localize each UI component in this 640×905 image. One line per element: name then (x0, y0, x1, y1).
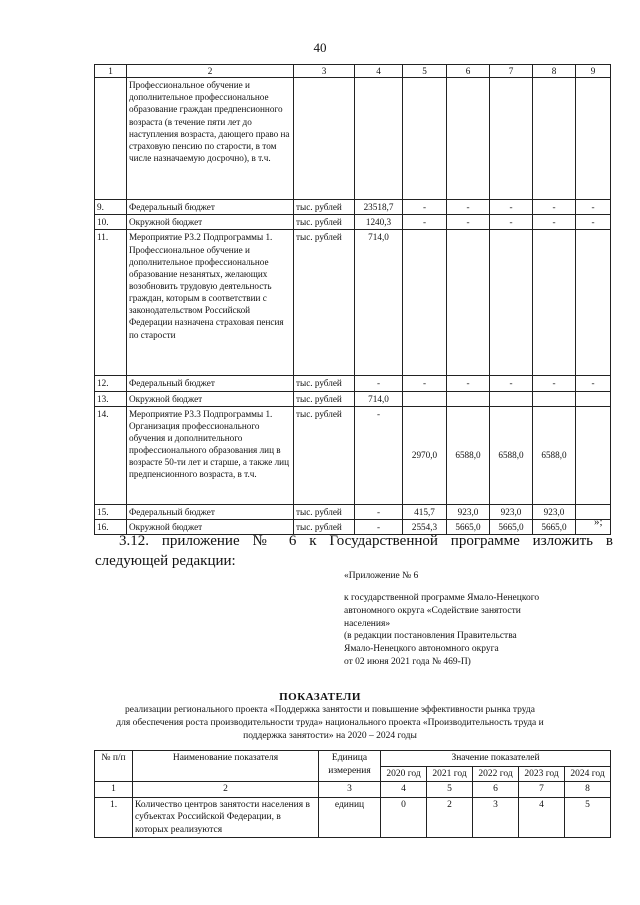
value-cell (576, 504, 611, 519)
row-unit (294, 78, 355, 200)
table-row (95, 230, 611, 376)
value-cell: 5665,0 (533, 519, 576, 534)
row-number: 9. (95, 200, 127, 215)
value-cell (576, 78, 611, 200)
row-name: Мероприятие Р3.2 Подпрограммы 1. Профессиональное обучение и дополнительное профессиональное образование незанятых, желающих возобновить трудовую деятельность граждан, которым в соответствии с законодательством Российской Федерации назначена страховая пенсия по старости (127, 230, 294, 376)
row-name: Окружной бюджет (127, 215, 294, 230)
value-cell (533, 391, 576, 406)
value-cell: 1240,3 (355, 215, 403, 230)
value-cell (576, 230, 611, 376)
row-unit: единиц (319, 797, 381, 838)
value-cell (533, 230, 576, 376)
row-number: 13. (95, 391, 127, 406)
value-cell: - (447, 376, 490, 391)
year-cell: 2022 год (473, 766, 519, 782)
value-cell: - (576, 200, 611, 215)
value-cell: 2970,0 (403, 406, 447, 504)
value-cell (403, 391, 447, 406)
value-cell (576, 391, 611, 406)
table-row (95, 406, 611, 504)
table-row (95, 376, 611, 391)
header-cell: 2 (127, 65, 294, 78)
header-cell: 7 (490, 65, 533, 78)
col-number: 1 (95, 782, 133, 798)
value-cell: - (533, 376, 576, 391)
page-number: 40 (313, 40, 327, 55)
value-cell: - (576, 215, 611, 230)
header-cell: 3 (294, 65, 355, 78)
value-cell: 923,0 (533, 504, 576, 519)
value-cell: 23518,7 (355, 200, 403, 215)
value-cell (447, 78, 490, 200)
row-unit: тыс. рублей (294, 504, 355, 519)
header-cell: 9 (576, 65, 611, 78)
row-unit: тыс. рублей (294, 376, 355, 391)
value-cell: 0 (381, 797, 427, 838)
value-cell (355, 78, 403, 200)
appendix-line: к государственной программе Ямало-Ненецкого (344, 593, 540, 603)
value-cell: - (490, 215, 533, 230)
closing-quote: »; (594, 516, 603, 528)
header-cell: 5 (403, 65, 447, 78)
value-cell: 2 (427, 797, 473, 838)
paragraph-line-1: 3.12. приложение № 6 к Государственной программе изложить в (119, 533, 613, 549)
value-cell: 4 (519, 797, 565, 838)
row-unit: тыс. рублей (294, 215, 355, 230)
table-row (95, 391, 611, 406)
value-cell: 5665,0 (490, 519, 533, 534)
row-unit: тыс. рублей (294, 230, 355, 376)
value-cell (403, 230, 447, 376)
row-number: 15. (95, 504, 127, 519)
row-number: 10. (95, 215, 127, 230)
value-cell: 415,7 (403, 504, 447, 519)
header-cell: 8 (533, 65, 576, 78)
row-unit: тыс. рублей (294, 391, 355, 406)
subtitle-line: реализации регионального проекта «Поддержка занятости и повышение эффективности рынка труда (125, 705, 535, 715)
appendix-block (344, 592, 539, 669)
column-number-row (95, 782, 611, 798)
value-cell: 2554,3 (403, 519, 447, 534)
value-cell: - (447, 215, 490, 230)
row-unit: тыс. рублей (294, 519, 355, 534)
appendix-line: населения» (344, 618, 391, 629)
col-number: 2 (133, 782, 319, 798)
header-values: Значение показателей (381, 751, 611, 767)
indicators-table (94, 750, 611, 838)
value-cell (447, 230, 490, 376)
row-number: 12. (95, 376, 127, 391)
table-row (95, 504, 611, 519)
col-number: 7 (519, 782, 565, 798)
value-cell: - (490, 200, 533, 215)
value-cell: - (355, 406, 403, 504)
table-row (95, 215, 611, 230)
value-cell: 714,0 (355, 391, 403, 406)
value-cell (403, 78, 447, 200)
row-name: Федеральный бюджет (127, 504, 294, 519)
header-name: Наименование показателя (133, 751, 319, 782)
value-cell: - (403, 200, 447, 215)
value-cell: 923,0 (490, 504, 533, 519)
header-cell: 1 (95, 65, 127, 78)
col-number: 8 (565, 782, 611, 798)
appendix-line: автономного округа «Содействие занятости (344, 605, 521, 616)
table-row (95, 78, 611, 200)
row-unit: тыс. рублей (294, 406, 355, 504)
value-cell: - (533, 215, 576, 230)
value-cell: - (355, 519, 403, 534)
value-cell: 6588,0 (533, 406, 576, 504)
amendment-paragraph (95, 531, 613, 572)
col-number: 6 (473, 782, 519, 798)
table-header-row (95, 65, 611, 78)
header-cell: 4 (355, 65, 403, 78)
row-name: Окружной бюджет (127, 391, 294, 406)
appendix-label: «Приложение № 6 (344, 571, 419, 581)
row-name: Мероприятие Р3.3 Подпрограммы 1. Организация профессионального обучения и дополнительного профессионального образования лиц в возрасте 50-ти лет и старше, а также лиц предпенсионного возраста, в т.ч. (127, 406, 294, 504)
value-cell: - (576, 376, 611, 391)
row-number: 16. (95, 519, 127, 534)
row-name: Окружной бюджет (127, 519, 294, 534)
value-cell: - (447, 200, 490, 215)
value-cell (490, 78, 533, 200)
value-cell (576, 406, 611, 504)
paragraph-line-2: следующей редакции: (95, 553, 236, 570)
indicators-subtitle (80, 704, 580, 742)
appendix-line: от 02 июня 2021 года № 469-П) (344, 657, 471, 668)
value-cell: 5 (565, 797, 611, 838)
value-cell: - (533, 200, 576, 215)
row-unit: тыс. рублей (294, 200, 355, 215)
col-number: 5 (427, 782, 473, 798)
appendix-line: (в редакции постановления Правительства (344, 631, 517, 642)
year-cell: 2020 год (381, 766, 427, 782)
row-name: Федеральный бюджет (127, 376, 294, 391)
value-cell: - (355, 504, 403, 519)
header-cell: 6 (447, 65, 490, 78)
value-cell (447, 391, 490, 406)
subtitle-line: поддержка занятости» на 2020 – 2024 годы (243, 730, 417, 741)
value-cell: 6588,0 (490, 406, 533, 504)
value-cell: 6588,0 (447, 406, 490, 504)
row-name: Количество центров занятости населения в субъектах Российской Федерации, в которых реализуются (133, 797, 319, 838)
value-cell: 5665,0 (447, 519, 490, 534)
value-cell: - (490, 376, 533, 391)
funding-table (94, 64, 611, 535)
subtitle-line: для обеспечения роста производительности труда» национального проекта «Производительность труда и (116, 717, 544, 728)
value-cell: 714,0 (355, 230, 403, 376)
value-cell: - (403, 215, 447, 230)
row-number (95, 78, 127, 200)
row-name: Профессиональное обучение и дополнительное профессиональное образование граждан предпенсионного возраста (в течение пяти лет до наступления возраста, дающего право на страховую пенсию по старости, в том числе назначаемую досрочно), в т.ч. (127, 78, 294, 200)
value-cell: - (403, 376, 447, 391)
value-cell: 923,0 (447, 504, 490, 519)
appendix-line: Ямало-Ненецкого автономного округа (344, 644, 499, 655)
value-cell: - (355, 376, 403, 391)
year-cell: 2023 год (519, 766, 565, 782)
table-row (95, 200, 611, 215)
col-number: 3 (319, 782, 381, 798)
header-num: № п/п (95, 751, 133, 782)
col-number: 4 (381, 782, 427, 798)
indicators-title: ПОКАЗАТЕЛИ (279, 691, 361, 703)
row-number: 1. (95, 797, 133, 838)
value-cell: 3 (473, 797, 519, 838)
value-cell (490, 230, 533, 376)
year-cell: 2021 год (427, 766, 473, 782)
table-header-row (95, 751, 611, 767)
value-cell (490, 391, 533, 406)
value-cell (533, 78, 576, 200)
row-name: Федеральный бюджет (127, 200, 294, 215)
row-number: 14. (95, 406, 127, 504)
row-number: 11. (95, 230, 127, 376)
year-cell: 2024 год (565, 766, 611, 782)
header-unit: Единица измерения (319, 751, 381, 782)
table-row (95, 797, 611, 838)
